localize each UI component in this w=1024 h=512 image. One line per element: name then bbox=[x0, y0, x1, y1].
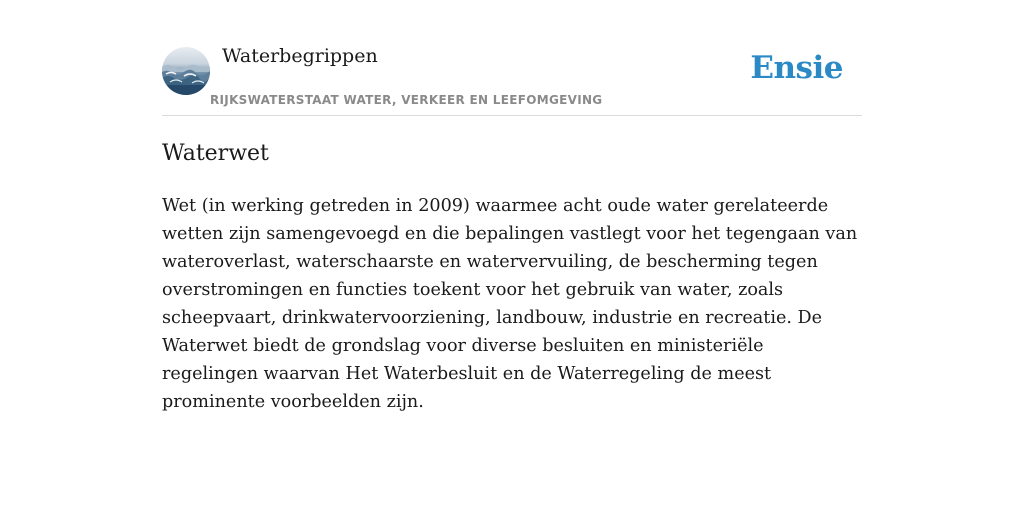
site-title-link[interactable]: Waterbegrippen bbox=[222, 45, 378, 67]
term-definition: Wet (in werking getreden in 2009) waarmee acht oude water gerelateerde wetten zijn samengevoegd en die bepalingen vastlegt voor het tegengaan van wateroverlast, waterschaarste en watervervuiling, de bescherming tegen overstromingen en functies toekent voor het gebruik van water, zoals scheepvaart, drinkwatervoorziening, landbouw, industrie en recreatie. De Waterwet biedt de grondslag voor diverse besluiten en ministeriële regelingen waarvan Het Waterbesluit en de Waterregeling de meest prominente voorbeelden zijn. bbox=[162, 196, 858, 412]
entry-card bbox=[162, 0, 862, 412]
site-avatar[interactable] bbox=[162, 47, 210, 95]
ensie-logo-link[interactable]: Ensie bbox=[750, 50, 843, 86]
water-waves-icon bbox=[162, 47, 210, 95]
site-header bbox=[162, 0, 862, 116]
term-title: Waterwet bbox=[162, 141, 269, 166]
site-subtitle: RIJKSWATERSTAAT WATER, VERKEER EN LEEFOMGEVING bbox=[210, 93, 603, 107]
